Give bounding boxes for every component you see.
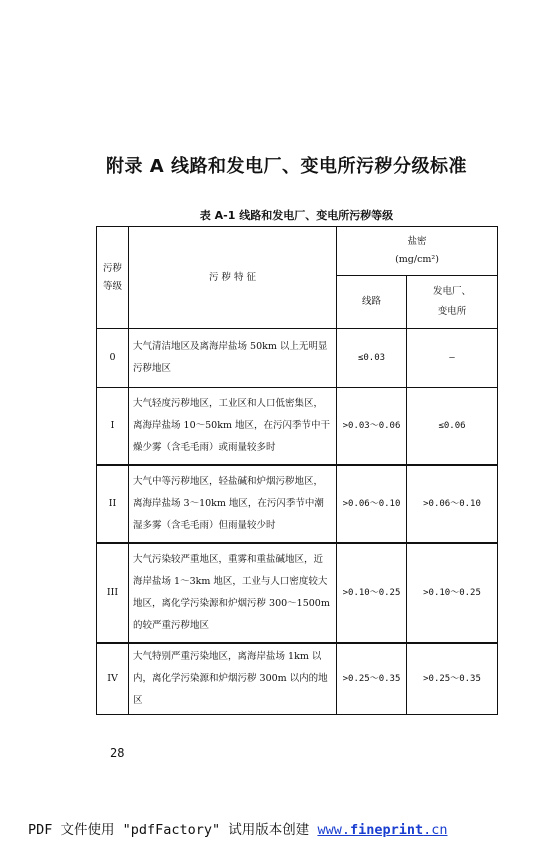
header-feature: 污 秽 特 征	[129, 227, 337, 329]
row-feature: 大气中等污秽地区，轻盐碱和炉烟污秽地区，离海岸盐场 3～10km 地区，在污闪季节中潮湿多雾（含毛毛雨）但雨量较少时	[129, 465, 337, 543]
row-feature: 大气污染较严重地区，重雾和重盐碱地区，近海岸盐场 1～3km 地区，工业与人口密度较大地区，离化学污染源和炉烟污秽 300～1500m 的较严重污秽地区	[129, 543, 337, 643]
table-row	[97, 329, 498, 388]
pdf-footer-note	[28, 818, 448, 838]
row-grade: 0	[97, 329, 129, 388]
table-row	[97, 543, 498, 643]
row-grade: III	[97, 543, 129, 643]
row-line-value: >0.06～0.10	[337, 465, 407, 543]
table-row	[97, 465, 498, 543]
footer-link[interactable]	[317, 822, 447, 838]
row-plant-value: >0.10～0.25	[407, 543, 498, 643]
row-plant-value: >0.06～0.10	[407, 465, 498, 543]
page-number: 28	[110, 746, 125, 760]
row-plant-value: —	[407, 329, 498, 388]
row-feature: 大气清洁地区及离海岸盐场 50km 以上无明显污秽地区	[129, 329, 337, 388]
header-plant: 发电厂、 变电所	[407, 276, 498, 329]
pollution-grade-table	[96, 226, 498, 715]
row-grade: I	[97, 388, 129, 466]
table-caption: 表 A-1 线路和发电厂、变电所污秽等级	[199, 209, 394, 222]
header-line: 线路	[337, 276, 407, 329]
footer-link-bold: fineprint	[349, 822, 424, 838]
header-salt-density: 盐密 (mg/cm²)	[337, 227, 498, 276]
row-plant-value: >0.25～0.35	[407, 643, 498, 715]
row-grade: II	[97, 465, 129, 543]
row-line-value: >0.25～0.35	[337, 643, 407, 715]
footer-link-start: www.	[317, 822, 350, 838]
table-row	[97, 643, 498, 715]
row-line-value: >0.03～0.06	[337, 388, 407, 466]
row-grade: IV	[97, 643, 129, 715]
row-line-value: ≤0.03	[337, 329, 407, 388]
header-grade: 污秽 等级	[97, 227, 129, 329]
row-line-value: >0.10～0.25	[337, 543, 407, 643]
row-feature: 大气轻度污秽地区，工业区和人口低密集区，离海岸盐场 10～50km 地区，在污闪季节中干燥少雾（含毛毛雨）或雨量较多时	[129, 388, 337, 466]
footer-link-end: .cn	[423, 822, 448, 838]
row-feature: 大气特别严重污染地区，离海岸盐场 1km 以内，离化学污染源和炉烟污秽 300m 以内的地区	[129, 643, 337, 715]
table-row	[97, 388, 498, 466]
footer-text: PDF 文件使用 "pdfFactory" 试用版本创建	[28, 822, 318, 838]
appendix-title: 附录 A 线路和发电厂、变电所污秽分级标准	[106, 156, 467, 177]
row-plant-value: ≤0.06	[407, 388, 498, 466]
table-header-row	[97, 227, 498, 276]
